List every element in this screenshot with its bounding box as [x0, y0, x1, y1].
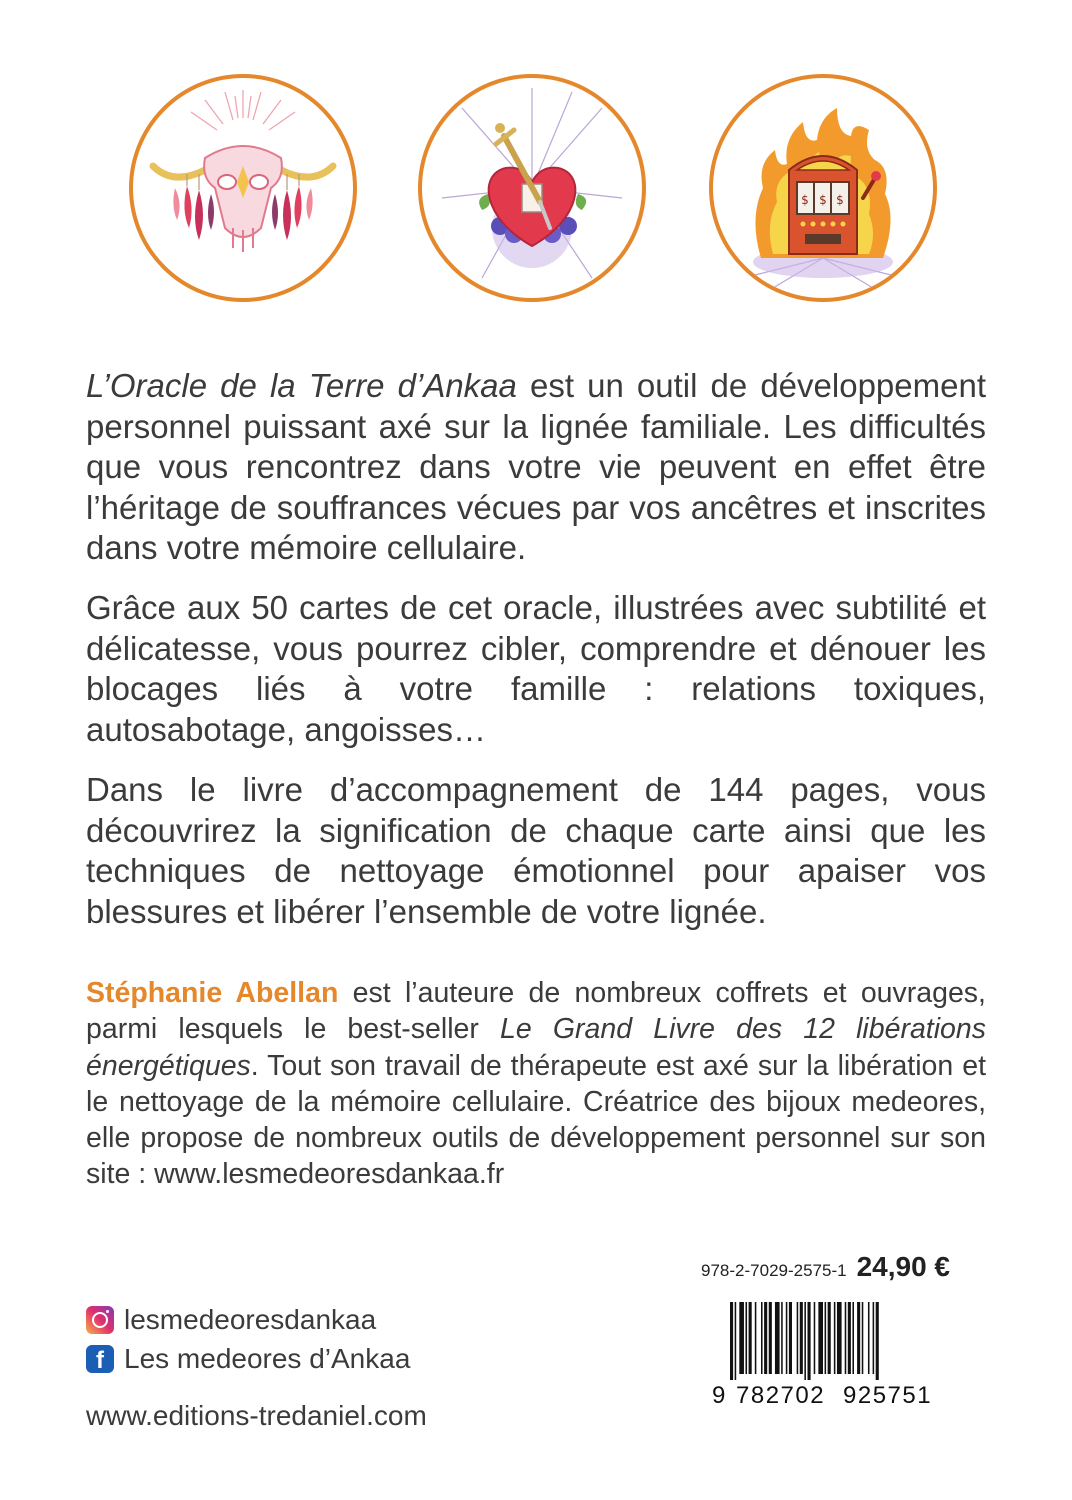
description-paragraph-2 — [86, 588, 986, 750]
barcode-bar — [818, 1302, 823, 1374]
description-text-1: est un outil de développement personnel puissant axé sur la lignée familiale. Les difficultés que vous rencontrez dans votre vie peuvent en effet être l’héritage de souffrances vécues par vos ancêtres et inscrites dans votre mémoire cellulaire. — [86, 367, 986, 566]
publisher-website[interactable]: www.editions-tredaniel.com — [86, 1400, 427, 1431]
ox-skull-with-feathers-illustration — [133, 78, 353, 298]
barcode-bar — [769, 1302, 772, 1374]
slot-machine-on-fire-illustration — [713, 78, 933, 298]
barcode-bar — [739, 1302, 744, 1374]
author-bio — [86, 975, 986, 1193]
barcode-bar — [797, 1302, 799, 1374]
barcode-bar — [825, 1302, 827, 1374]
illustration-row — [0, 0, 1072, 320]
slot-machine-medallion — [709, 74, 937, 302]
barcode-bar — [764, 1302, 767, 1374]
barcode-right-digits: 925751 — [843, 1382, 933, 1409]
instagram-icon — [86, 1306, 114, 1334]
barcode-bar — [876, 1302, 879, 1380]
ox-skull-medallion — [129, 74, 357, 302]
description-paragraph-3 — [86, 770, 986, 932]
barcode-bar — [828, 1302, 831, 1374]
sacred-heart-medallion — [418, 74, 646, 302]
instagram-line[interactable] — [86, 1303, 376, 1337]
barcode-bar — [746, 1302, 748, 1374]
barcode-bar — [786, 1302, 788, 1374]
description-text-3: Dans le livre d’accompagnement de 144 pages, vous découvrirez la signification de chaque carte ainsi que les techniques de nettoyage émotionnel pour apaiser vos blessures et libérer l’ensemble de votre lignée. — [86, 771, 986, 930]
barcode-bar — [730, 1302, 733, 1380]
barcode-bar — [873, 1302, 875, 1374]
svg-text:$: $ — [819, 193, 827, 207]
barcode-bar — [852, 1302, 854, 1374]
barcode-bar — [781, 1302, 783, 1374]
bestseller-title: Le Grand Livre des 12 libérations énergétiques — [86, 1013, 986, 1082]
facebook-line[interactable] — [86, 1342, 410, 1376]
svg-text:$: $ — [836, 193, 844, 207]
bio-text-before-title: est l’auteure de nombreux coffrets et ouvrages, parmi lesquels le best-seller — [86, 977, 986, 1046]
barcode-bar — [862, 1302, 864, 1374]
barcode-bar — [814, 1302, 816, 1374]
barcode-bar — [761, 1302, 763, 1374]
description-paragraph-1 — [86, 366, 986, 569]
barcode-bar — [775, 1302, 780, 1374]
description-text-2: Grâce aux 50 cartes de cet oracle, illustrées avec subtilité et délicatesse, vous pourrez cibler, comprendre et dénouer les blocages liés à votre famille : relations toxiques, autosabotage, angoisses… — [86, 589, 986, 748]
barcode-bar — [755, 1302, 757, 1374]
barcode-block — [712, 1302, 952, 1412]
bio-text-after-title: . Tout son travail de thérapeute est axé sur la libération et le nettoyage de la mémoire cellulaire. Créatrice des bijoux medeores, elle propose de nombreux outils de développement personnel sur son site : www.lesmedeoresdankaa.fr — [86, 1049, 986, 1191]
barcode-bar — [808, 1302, 811, 1380]
barcode-bar — [834, 1302, 836, 1374]
barcode-bar — [735, 1302, 737, 1380]
barcode-bar — [789, 1302, 792, 1374]
barcode-bar — [868, 1302, 870, 1374]
barcode-bar — [800, 1302, 803, 1374]
facebook-page[interactable]: Les medeores d’Ankaa — [124, 1343, 411, 1374]
oracle-title: L’Oracle de la Terre d’Ankaa — [86, 367, 517, 404]
instagram-handle[interactable]: lesmedeoresdankaa — [124, 1304, 377, 1335]
isbn: 978-2-7029-2575-1 — [701, 1261, 847, 1280]
barcode — [728, 1302, 950, 1380]
sacred-heart-with-dagger-illustration — [422, 78, 642, 298]
barcode-bar — [749, 1302, 752, 1374]
isbn-price-line — [701, 1251, 950, 1283]
barcode-bar — [804, 1302, 806, 1380]
price: 24,90 € — [856, 1251, 950, 1282]
barcode-bar — [837, 1302, 842, 1374]
author-name: Stéphanie Abellan — [86, 977, 339, 1009]
barcode-left-digits: 782702 — [736, 1382, 826, 1409]
barcode-bar — [845, 1302, 847, 1374]
barcode-bar — [848, 1302, 851, 1374]
svg-text:$: $ — [801, 193, 809, 207]
barcode-bar — [857, 1302, 860, 1374]
facebook-icon: f — [86, 1345, 114, 1373]
barcode-lead-digit: 9 — [712, 1382, 727, 1409]
